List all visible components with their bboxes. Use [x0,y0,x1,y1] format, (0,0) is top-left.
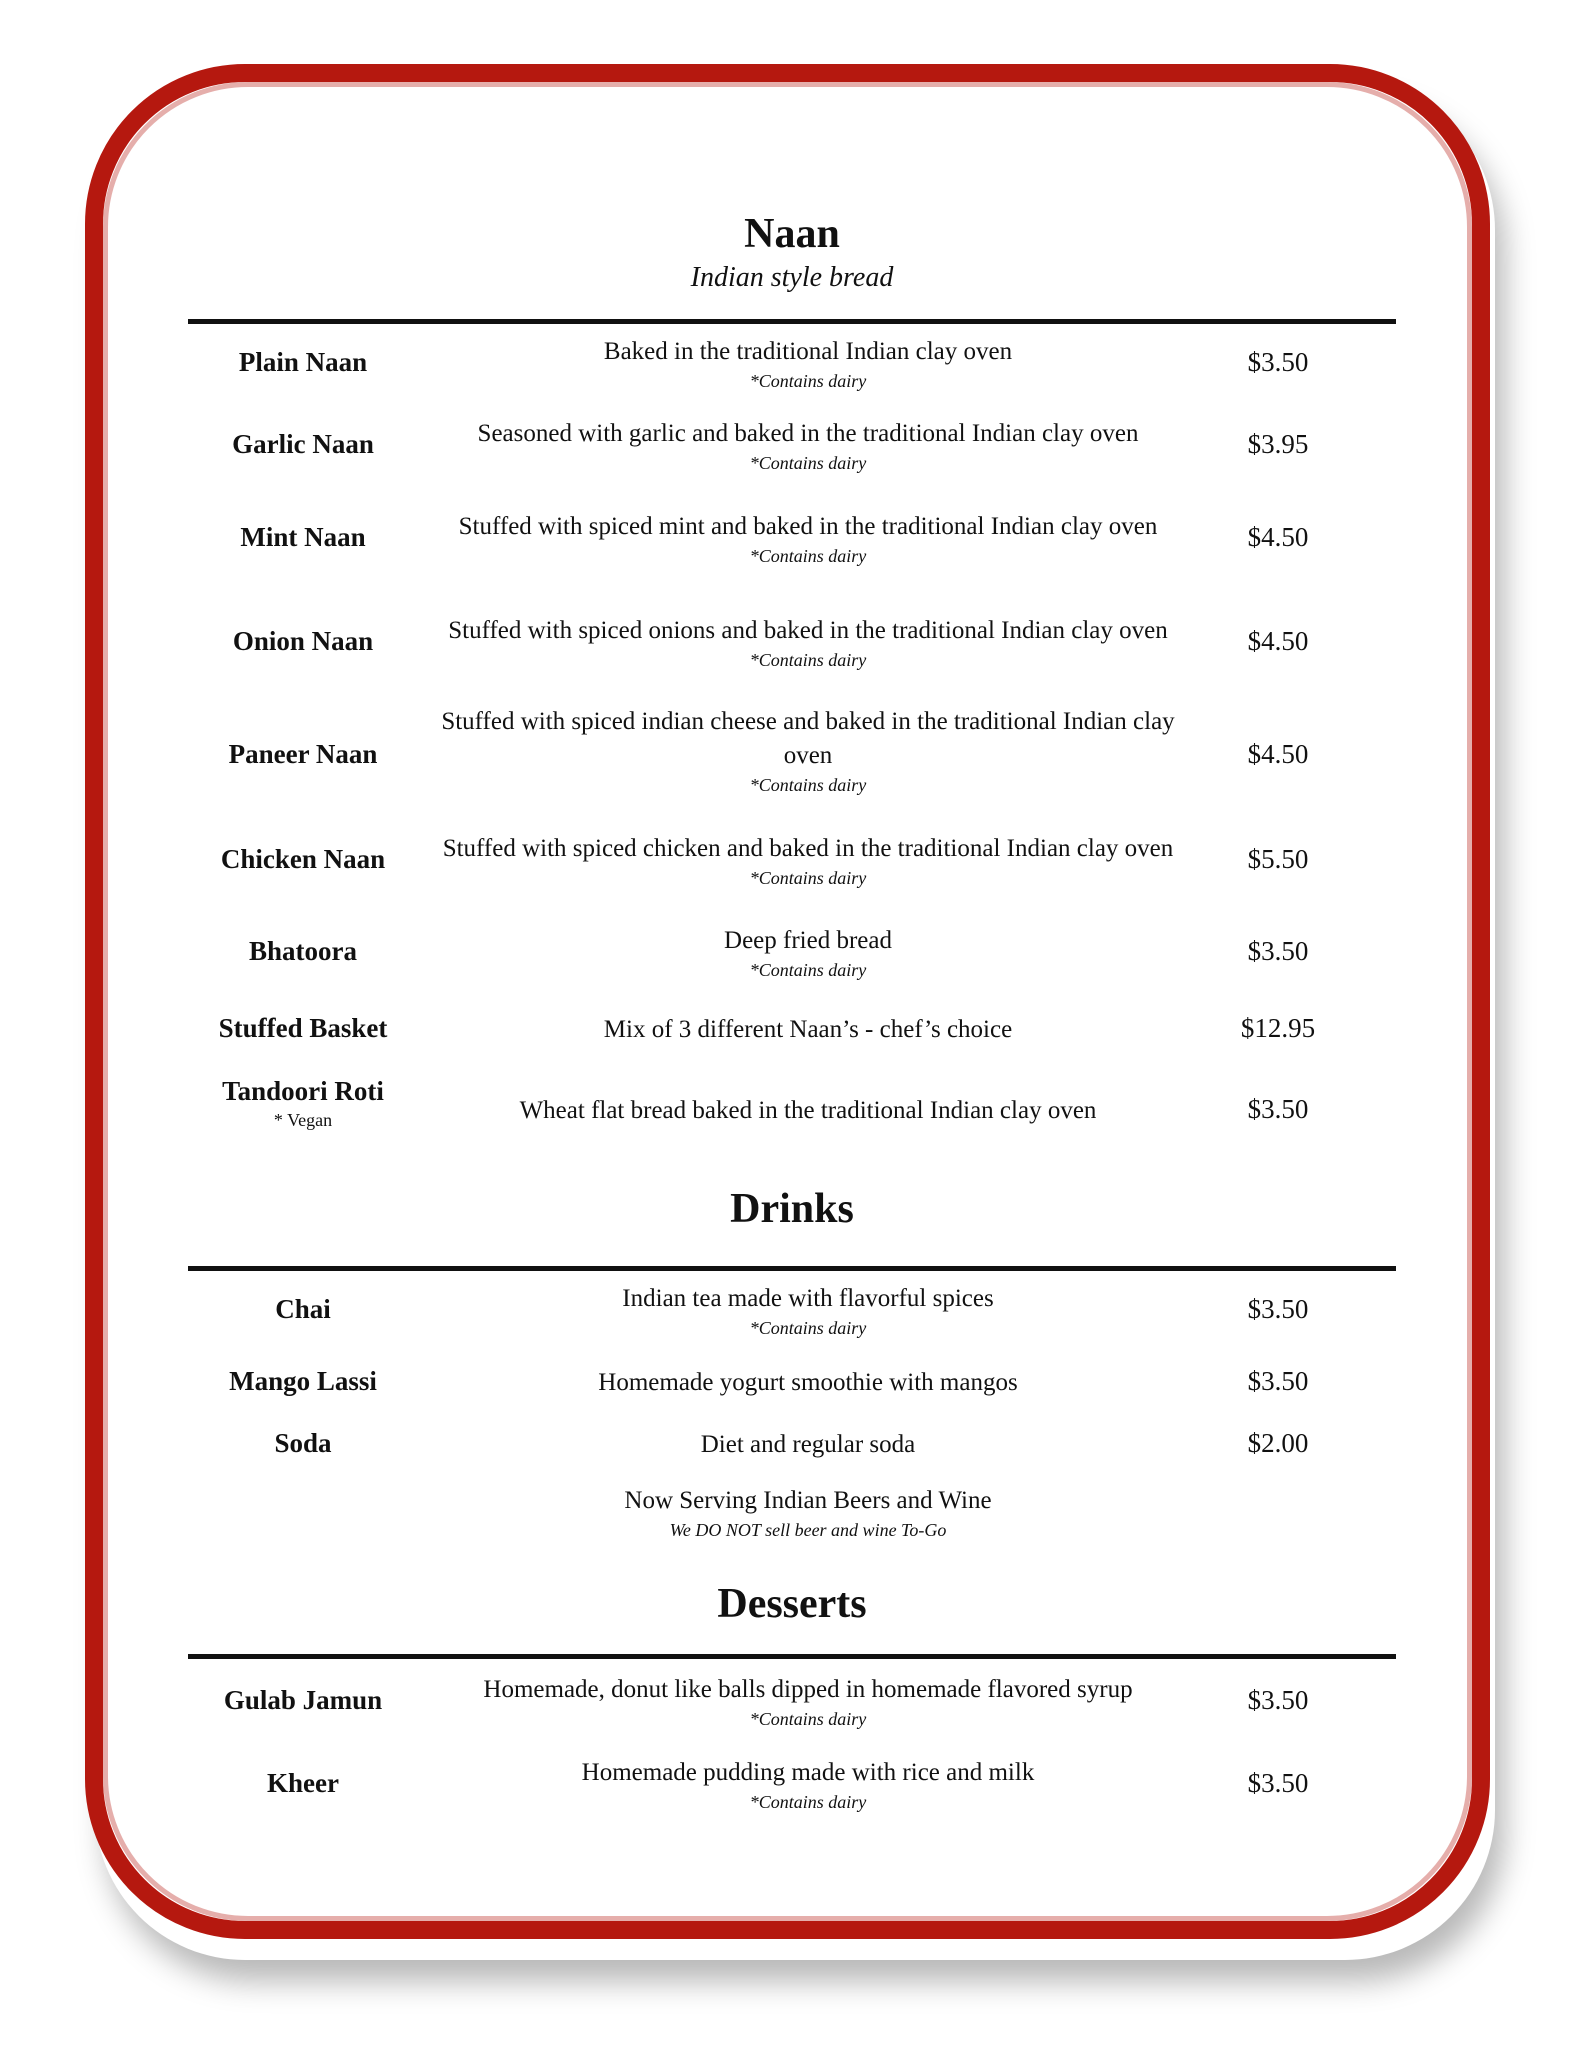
item-price: $3.50 [1247,1685,1309,1715]
item-price: $3.50 [1247,347,1309,377]
item-description: Deep fried bread [724,927,892,954]
item-name: Gulab Jamun [223,1685,383,1715]
item-description: Baked in the traditional Indian clay oven [603,338,1013,365]
item-name: Mint Naan [240,522,366,552]
item-description: Stuffed with spiced chicken and baked in the traditional Indian clay oven [442,835,1174,862]
item-name: Stuffed Basket [218,1013,388,1043]
naan-subtitle: Indian style bread [690,262,894,293]
item-price: $3.50 [1247,1366,1309,1396]
item-description: Homemade yogurt smoothie with mangos [598,1369,1018,1396]
item-note: *Contains dairy [749,1709,867,1729]
item-price: $3.95 [1247,429,1309,459]
naan-divider [188,319,1396,324]
item-name: Chicken Naan [220,844,386,874]
item-description: Wheat flat bread baked in the traditional Indian clay oven [519,1097,1097,1124]
item-note: *Contains dairy [749,453,867,473]
item-name: Mango Lassi [229,1366,377,1396]
item-note: *Contains dairy [749,960,867,980]
item-price: $4.50 [1247,739,1309,769]
item-note: *Contains dairy [749,546,867,566]
item-note: *Contains dairy [749,1318,867,1338]
drinks-divider [188,1266,1396,1271]
item-price: $3.50 [1247,936,1309,966]
item-description: Stuffed with spiced onions and baked in the traditional Indian clay oven [448,617,1168,644]
item-price: $3.50 [1247,1094,1309,1124]
item-name: Paneer Naan [228,739,378,769]
item-note: *Contains dairy [749,775,867,795]
item-description: Seasoned with garlic and baked in the traditional Indian clay oven [477,420,1139,447]
desserts-title: Desserts [717,1581,867,1627]
item-description: Homemade, donut like balls dipped in homemade flavored syrup [483,1676,1133,1703]
item-price: $3.50 [1247,1294,1309,1324]
item-price: $5.50 [1247,844,1309,874]
item-name: Garlic Naan [232,429,374,459]
item-note: *Contains dairy [749,371,867,391]
notice-text: Now Serving Indian Beers and Wine [624,1487,992,1514]
item-price: $3.50 [1247,1768,1309,1798]
naan-title: Naan [744,211,840,257]
item-price: $4.50 [1247,522,1309,552]
item-price: $12.95 [1240,1013,1316,1043]
notice-subtext: We DO NOT sell beer and wine To-Go [669,1520,947,1540]
item-name: Kheer [267,1768,339,1798]
item-description: Homemade pudding made with rice and milk [581,1759,1035,1786]
item-name: Soda [274,1428,332,1458]
item-name: Bhatoora [249,936,357,966]
item-price: $4.50 [1247,626,1309,656]
item-description: Stuffed with spiced indian cheese and baked in the traditional Indian clay oven [441,708,1175,769]
item-note: *Contains dairy [749,650,867,670]
item-description: Diet and regular soda [700,1431,916,1458]
item-note: *Contains dairy [749,868,867,888]
item-name: Tandoori Roti [222,1076,384,1106]
item-name: Chai [275,1294,331,1324]
item-description: Mix of 3 different Naan’s - chef’s choice [603,1016,1013,1043]
item-name: Onion Naan [232,626,374,656]
item-description: Indian tea made with flavorful spices [622,1285,994,1312]
item-description: Stuffed with spiced mint and baked in the traditional Indian clay oven [458,513,1158,540]
item-vegan-tag: * Vegan [273,1110,333,1130]
item-name: Plain Naan [238,347,368,377]
item-price: $2.00 [1247,1428,1309,1458]
drinks-title: Drinks [730,1186,854,1232]
desserts-divider [188,1654,1396,1659]
item-note: *Contains dairy [749,1792,867,1812]
